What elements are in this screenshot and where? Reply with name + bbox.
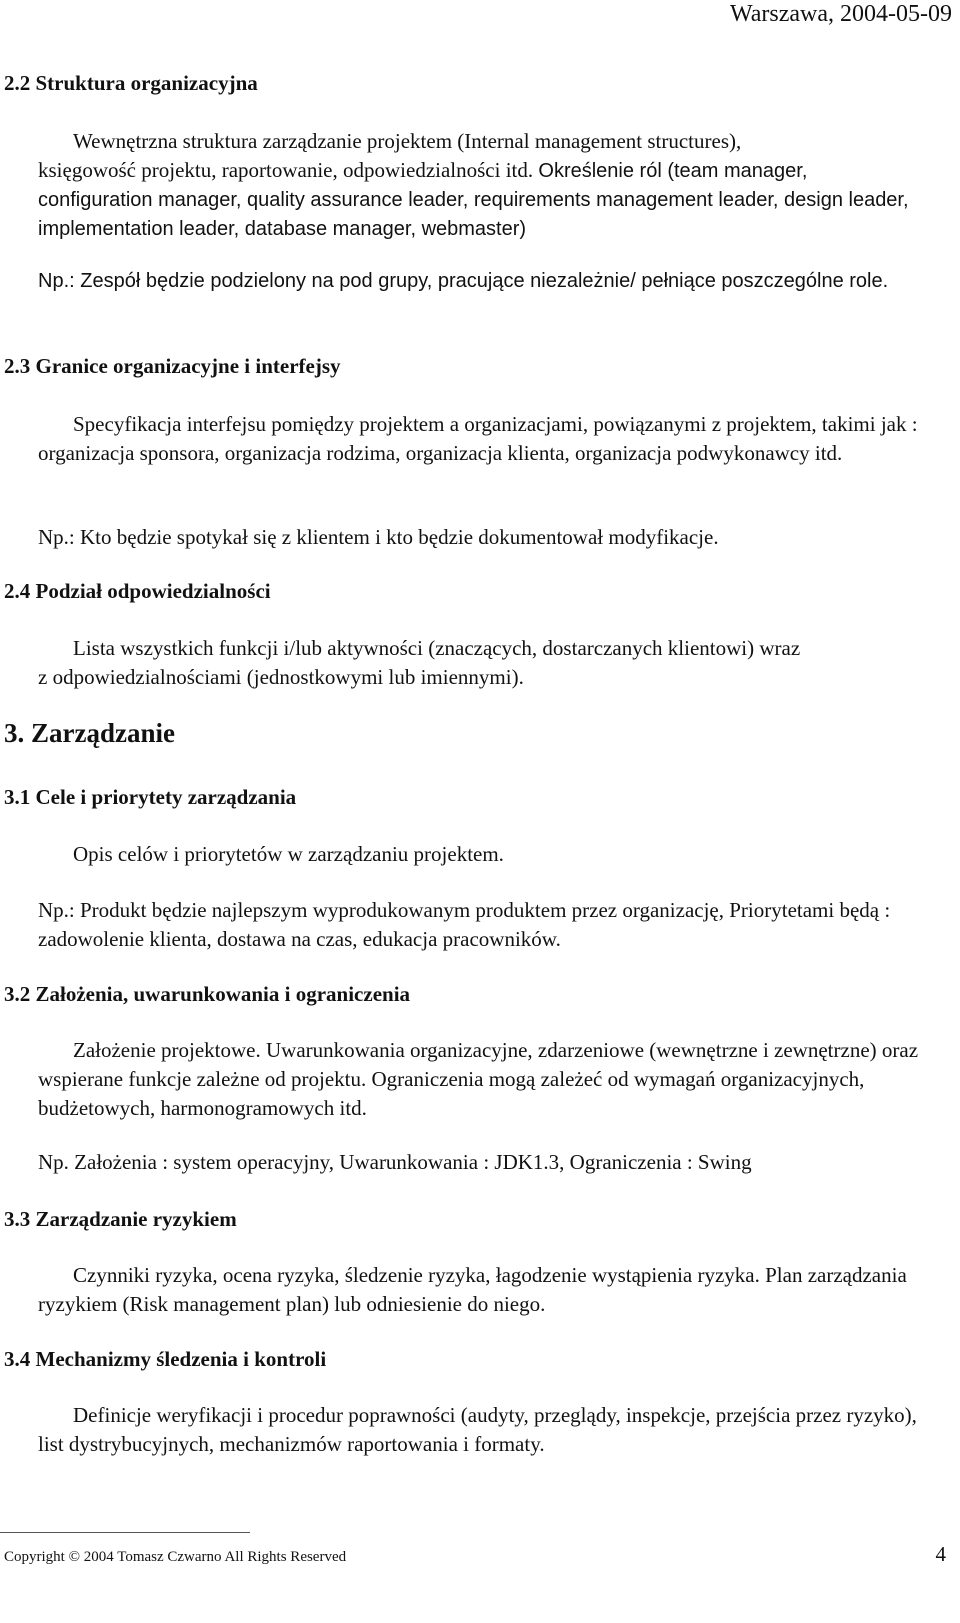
section-heading-3-3: 3.3 Zarządzanie ryzykiem	[4, 1207, 237, 1231]
section-3-4-body: Definicje weryfikacji i procedur poprawności (audyty, przeglądy, inspekcje, przejścia przez ryzyko), list dystrybucyjnych, mechanizmów raportowania i formaty.	[38, 1403, 917, 1456]
section-heading-2-4: 2.4 Podział odpowiedzialności	[4, 579, 271, 603]
section-2-4-body	[38, 634, 938, 692]
section-heading-2-3: 2.3 Granice organizacyjne i interfejsy	[4, 354, 341, 378]
paragraph-text: księgowość projektu, raportowanie, odpowiedzialności itd.	[38, 158, 539, 182]
section-2-3-body: Specyfikacja interfejsu pomiędzy projektem a organizacjami, powiązanymi z projektem, takimi jak : organizacja sponsora, organizacja rodzima, organizacja klienta, organizacja podwykonawcy itd.	[38, 412, 918, 465]
section-3-2-body: Założenie projektowe. Uwarunkowania organizacyjne, zdarzeniowe (wewnętrzne i zewnętrzne) oraz wspierane funkcje zależne od projektu. Ograniczenia mogą zależeć od wymagań organizacyjnych, budżetowych, harmonogramowych itd.	[38, 1038, 919, 1120]
section-heading-3-1: 3.1 Cele i priorytety zarządzania	[4, 785, 297, 809]
paragraph-line: z odpowiedzialnościami (jednostkowymi lub imiennymi).	[38, 665, 524, 689]
section-3-3-body: Czynniki ryzyka, ocena ryzyka, śledzenie ryzyka, łagodzenie wystąpienia ryzyka. Plan zarządzania ryzykiem (Risk management plan) lub odniesienie do niego.	[38, 1263, 907, 1316]
paragraph-line: Wewnętrzna struktura zarządzanie projektem (Internal management structures),	[73, 129, 742, 153]
paragraph-text-sans: configuration manager, quality assurance leader, requirements management leader, design leader, implementation leader, database manager, webmaster)	[38, 189, 909, 240]
section-2-2-example: Np.: Zespół będzie podzielony na pod grupy, pracujące niezależnie/ pełniące poszczególne role.	[38, 270, 889, 292]
document-date: Warszawa, 2004-05-09	[730, 1, 952, 27]
chapter-heading-3: 3. Zarządzanie	[4, 718, 175, 748]
section-3-1-body: Opis celów i priorytetów w zarządzaniu projektem.	[73, 842, 504, 866]
paragraph-line: Lista wszystkich funkcji i/lub aktywności (znaczących, dostarczanych klientowi) wraz	[73, 636, 801, 660]
section-3-2-example: Np. Założenia : system operacyjny, Uwarunkowania : JDK1.3, Ograniczenia : Swing	[38, 1150, 752, 1174]
section-heading-3-4: 3.4 Mechanizmy śledzenia i kontroli	[4, 1347, 327, 1371]
section-2-3-example: Np.: Kto będzie spotykał się z klientem i kto będzie dokumentował modyfikacje.	[38, 525, 719, 549]
section-heading-3-2: 3.2 Założenia, uwarunkowania i ograniczenia	[4, 982, 411, 1006]
section-2-2-body	[38, 127, 938, 244]
section-heading-2-2: 2.2 Struktura organizacyjna	[4, 71, 258, 95]
page-number: 4	[935, 1542, 946, 1566]
footer-copyright: Copyright © 2004 Tomasz Czwarno All Rights Reserved	[4, 1549, 347, 1565]
paragraph-text-sans: Określenie ról (team manager,	[538, 160, 808, 182]
section-3-1-example: Np.: Produkt będzie najlepszym wyprodukowanym produktem przez organizację, Priorytetami będą : zadowolenie klienta, dostawa na czas, edukacja pracowników.	[38, 898, 891, 951]
footer-divider	[0, 1532, 250, 1533]
paragraph-line	[38, 156, 938, 186]
